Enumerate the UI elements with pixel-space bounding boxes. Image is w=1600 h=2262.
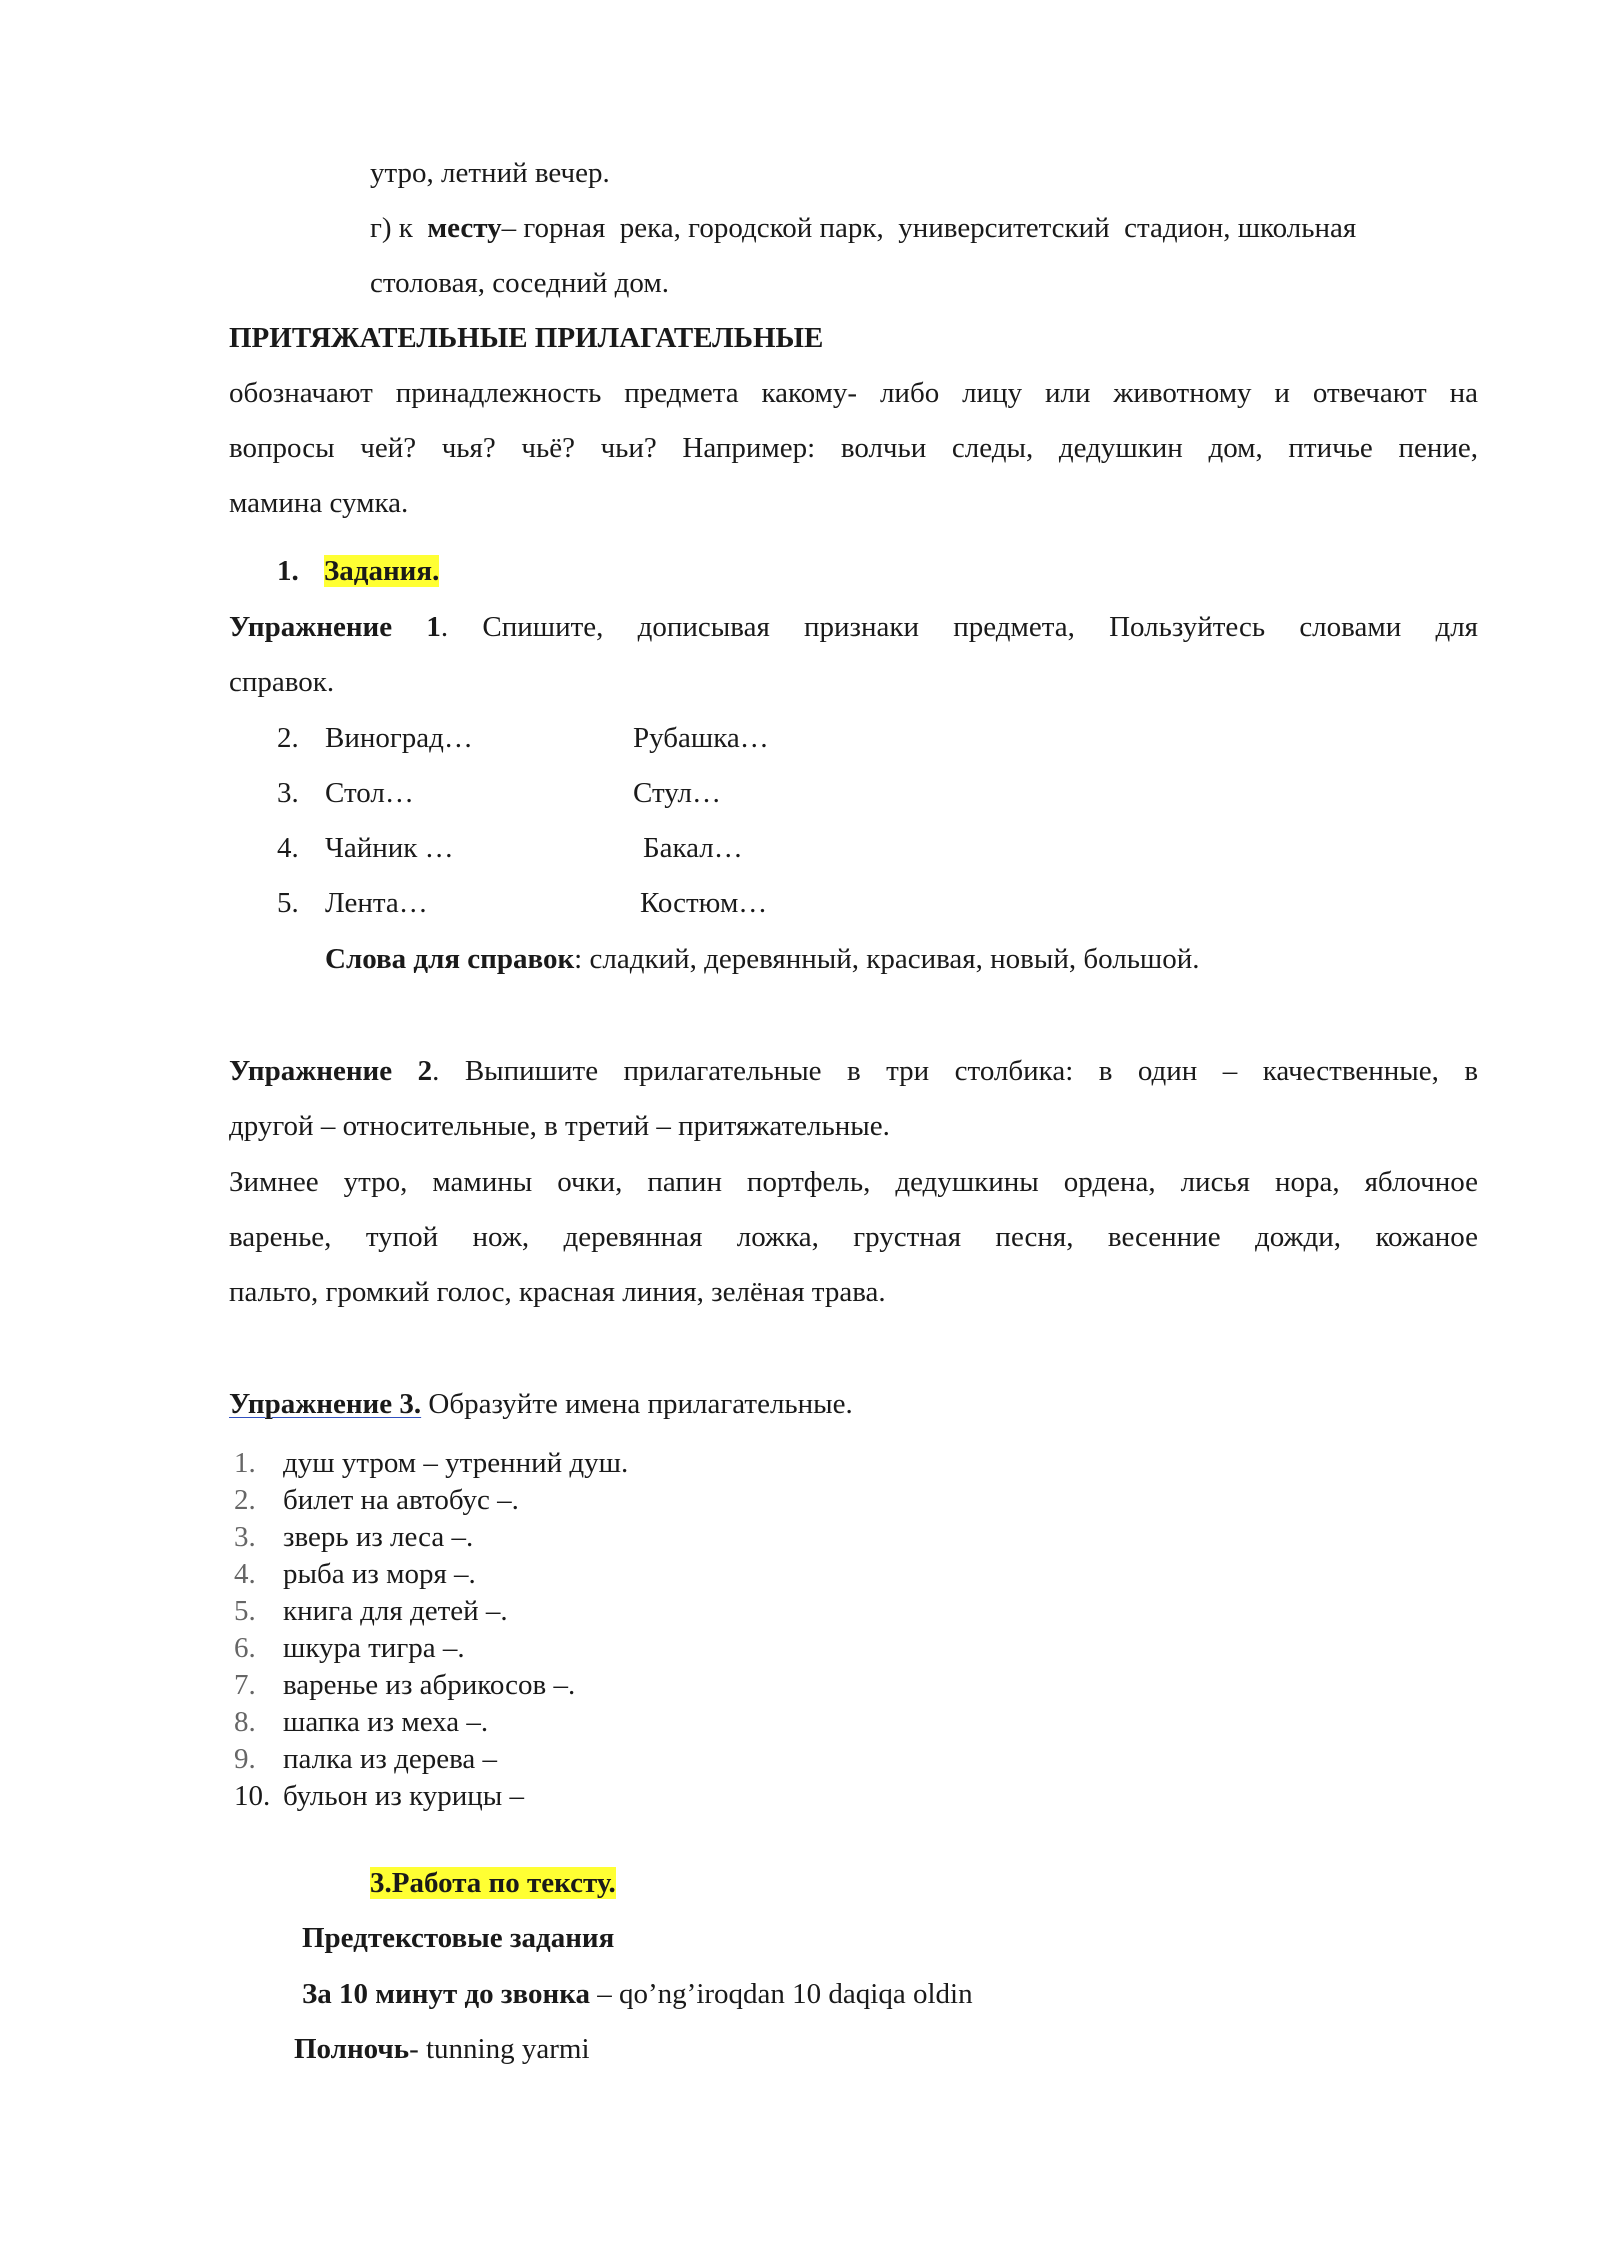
list-number: 3. xyxy=(234,1521,256,1553)
exercise-2-line: другой – относительные, в третий – притяжательные. xyxy=(229,1110,890,1142)
exercise-2-body: Зимнее утро, мамины очки, папин портфель, дедушкины ордена, лисья нора, яблочное xyxy=(229,1166,1478,1198)
tasks-heading xyxy=(277,557,439,586)
list-item: палка из дерева – xyxy=(283,1743,498,1775)
list-item-left: Лента… xyxy=(325,887,428,919)
list-item: шкура тигра –. xyxy=(283,1632,465,1664)
list-item: рыба из моря –. xyxy=(283,1558,476,1590)
exercise-1-hint: Слова для справок: сладкий, деревянный, красивая, новый, большой. xyxy=(325,943,1200,975)
exercise-2-line: Упражнение 2. Выпишите прилагательные в три столбика: в один – качественные, в xyxy=(229,1055,1479,1087)
text-line: утро, летний вечер. xyxy=(370,157,610,189)
exercise-2-body: пальто, громкий голос, красная линия, зелёная трава. xyxy=(229,1276,886,1308)
section-heading: ПРИТЯЖАТЕЛЬНЫЕ ПРИЛАГАТЕЛЬНЫЕ xyxy=(229,322,824,354)
exercise-1-line: справок. xyxy=(229,666,335,698)
vocab-line: Полночь- tunning yarmi xyxy=(294,2033,590,2065)
text-line: столовая, соседний дом. xyxy=(370,267,669,299)
list-item: шапка из меха –. xyxy=(283,1706,489,1738)
list-number: 8. xyxy=(234,1706,256,1738)
text-line: г) к месту– горная река, городской парк, университетский стадион, школьная xyxy=(370,212,1357,244)
list-item-left: Виноград… xyxy=(325,722,473,754)
list-number: 7. xyxy=(234,1669,256,1701)
list-number: 9. xyxy=(234,1743,256,1775)
list-number: 1. xyxy=(277,555,299,587)
tasks-label: Задания. xyxy=(324,555,440,587)
list-item-right: Костюм… xyxy=(640,887,768,919)
exercise-2-body: варенье, тупой нож, деревянная ложка, грустная песня, весенние дожди, кожаное xyxy=(229,1221,1478,1253)
list-number: 1. xyxy=(234,1447,256,1479)
list-item: варенье из абрикосов –. xyxy=(283,1669,576,1701)
list-item: 5. xyxy=(277,887,299,919)
pretext-heading: Предтекстовые задания xyxy=(302,1922,615,1954)
list-item-left: Стол… xyxy=(325,777,414,809)
vocab-line: За 10 минут до звонка – qo’ng’iroqdan 10 daqiqa oldin xyxy=(302,1978,973,2010)
text-work-heading: 3.Работа по тексту. xyxy=(370,1867,616,1899)
list-item: книга для детей –. xyxy=(283,1595,508,1627)
list-number: 10. xyxy=(234,1780,271,1812)
paragraph-line: мамина сумка. xyxy=(229,487,409,519)
list-item: 2. xyxy=(277,722,299,754)
list-item: бульон из курицы – xyxy=(283,1780,525,1812)
exercise-3-title: Упражнение 3. Образуйте имена прилагательные. xyxy=(229,1388,853,1420)
list-item-right: Бакал… xyxy=(643,832,743,864)
list-item: билет на автобус –. xyxy=(283,1484,519,1516)
paragraph-line: обозначают принадлежность предмета какому- либо лицу или животному и отвечают на xyxy=(229,377,1478,409)
list-item-right: Рубашка… xyxy=(633,722,769,754)
list-item: зверь из леса –. xyxy=(283,1521,474,1553)
list-item-left: Чайник … xyxy=(325,832,454,864)
exercise-1-line: Упражнение 1. Спишите, дописывая признаки предмета, Пользуйтесь словами для xyxy=(229,611,1479,643)
list-item-right: Стул… xyxy=(633,777,721,809)
list-item: 4. xyxy=(277,832,299,864)
paragraph-line: вопросы чей? чья? чьё? чьи? Например: волчьи следы, дедушкин дом, птичье пение, xyxy=(229,432,1478,464)
list-number: 5. xyxy=(234,1595,256,1627)
list-number: 6. xyxy=(234,1632,256,1664)
list-item: душ утром – утренний душ. xyxy=(283,1447,629,1479)
list-number: 2. xyxy=(234,1484,256,1516)
list-number: 4. xyxy=(234,1558,256,1590)
list-item: 3. xyxy=(277,777,299,809)
